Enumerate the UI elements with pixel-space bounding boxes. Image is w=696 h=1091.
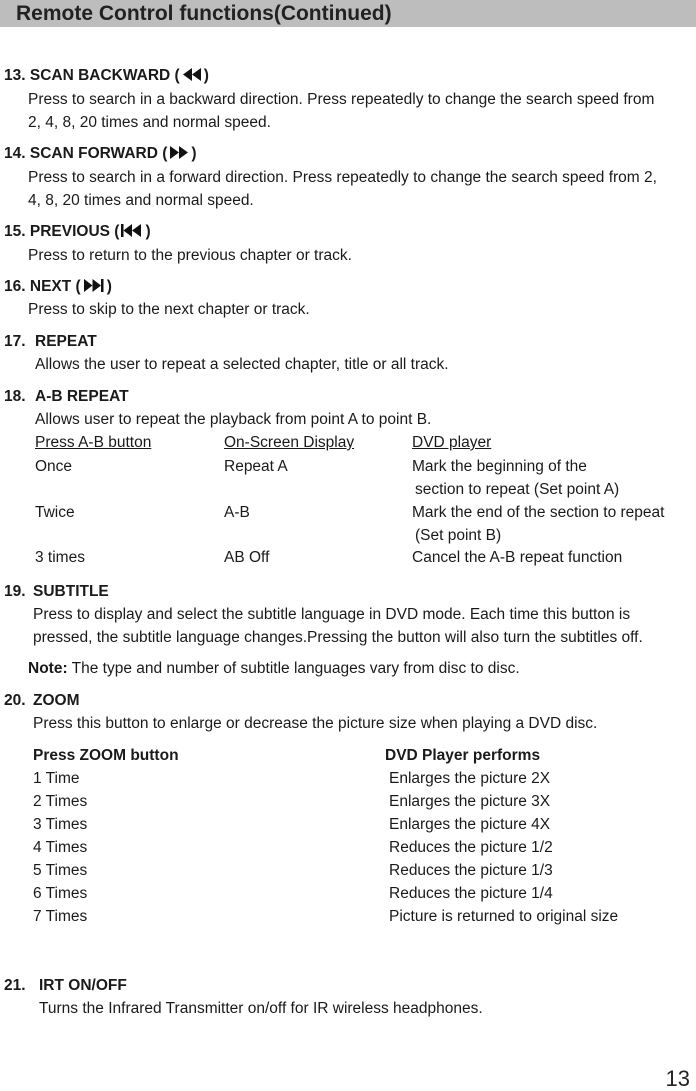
table-cell: section to repeat (Set point A) bbox=[415, 481, 620, 498]
table-cell: Mark the end of the section to repeat bbox=[412, 504, 665, 521]
table-cell: 5 Times bbox=[33, 862, 88, 879]
item-scan-backward-heading bbox=[4, 64, 209, 89]
previous-icon bbox=[120, 222, 144, 245]
paren-open: ( bbox=[162, 145, 168, 162]
table-cell: Enlarges the picture 3X bbox=[389, 793, 551, 810]
item-subtitle-desc-1: Press to display and select the subtitle language in DVD mode. Each time this button is bbox=[33, 606, 631, 623]
table-cell: 7 Times bbox=[33, 908, 88, 925]
item-scan-forward-desc-1: Press to search in a forward direction. Press repeatedly to change the search speed from 2, bbox=[28, 169, 657, 186]
table-cell: Cancel the A-B repeat function bbox=[412, 549, 623, 566]
item-title: PREVIOUS bbox=[29, 223, 110, 240]
ab-table-header-press: Press A-B button bbox=[35, 434, 152, 451]
table-cell: 3 Times bbox=[33, 816, 88, 833]
item-title: NEXT bbox=[29, 278, 72, 295]
table-cell: Reduces the picture 1/4 bbox=[389, 885, 553, 902]
paren-open: ( bbox=[75, 278, 81, 295]
note-label: Note: bbox=[28, 660, 68, 677]
item-number: 15. bbox=[4, 223, 26, 240]
item-number: 16. bbox=[4, 278, 26, 295]
zoom-table-header-performs: DVD Player performs bbox=[385, 747, 541, 764]
table-cell: 3 times bbox=[35, 549, 85, 566]
item-repeat-number: 17. bbox=[4, 333, 26, 350]
paren-close: ) bbox=[106, 278, 112, 295]
ab-table-header-display: On-Screen Display bbox=[224, 434, 355, 451]
item-ir-number: 21. bbox=[4, 977, 26, 994]
scan-backward-icon bbox=[181, 66, 203, 89]
item-subtitle-desc-2: pressed, the subtitle language changes.Pressing the button will also turn the subtitles off. bbox=[33, 629, 643, 646]
table-cell: AB Off bbox=[224, 549, 270, 566]
next-icon bbox=[82, 277, 106, 300]
item-scan-forward-desc-2: 4, 8, 20 times and normal speed. bbox=[28, 192, 254, 209]
paren-close: ) bbox=[191, 145, 197, 162]
ab-table-header-player: DVD player bbox=[412, 434, 492, 451]
item-zoom-title: ZOOM bbox=[33, 692, 80, 709]
table-cell: Picture is returned to original size bbox=[389, 908, 619, 925]
scan-forward-icon bbox=[168, 144, 190, 167]
table-cell: Repeat A bbox=[224, 458, 288, 475]
item-ab-repeat-desc-1: Allows user to repeat the playback from point A to point B. bbox=[35, 411, 432, 428]
page-number: 13 bbox=[665, 1066, 690, 1091]
item-title: SCAN BACKWARD bbox=[29, 67, 171, 84]
paren-close: ) bbox=[203, 67, 209, 84]
table-cell: 1 Time bbox=[33, 770, 80, 787]
table-cell: A-B bbox=[224, 504, 250, 521]
item-ir-desc-1: Turns the Infrared Transmitter on/off for IR wireless headphones. bbox=[39, 1000, 483, 1017]
item-scan-backward-desc-1: Press to search in a backward direction. Press repeatedly to change the search speed from bbox=[28, 91, 655, 108]
header-bar bbox=[0, 0, 696, 27]
item-repeat-title: REPEAT bbox=[35, 333, 97, 350]
item-next-heading bbox=[4, 275, 112, 300]
item-previous-heading bbox=[4, 220, 151, 245]
table-cell: Once bbox=[35, 458, 73, 475]
item-next-desc-1: Press to skip to the next chapter or track. bbox=[28, 301, 310, 318]
item-scan-backward-desc-2: 2, 4, 8, 20 times and normal speed. bbox=[28, 114, 271, 131]
table-cell: Enlarges the picture 4X bbox=[389, 816, 551, 833]
item-number: 14. bbox=[4, 145, 26, 162]
zoom-table-header-press: Press ZOOM button bbox=[33, 747, 179, 764]
item-ab-repeat-title: A-B REPEAT bbox=[35, 388, 129, 405]
table-cell: 2 Times bbox=[33, 793, 88, 810]
table-cell: Reduces the picture 1/2 bbox=[389, 839, 553, 856]
paren-open: ( bbox=[174, 67, 180, 84]
table-cell: 6 Times bbox=[33, 885, 88, 902]
table-cell: (Set point B) bbox=[415, 527, 502, 544]
item-ab-repeat-number: 18. bbox=[4, 388, 26, 405]
table-cell: Twice bbox=[35, 504, 75, 521]
table-cell: Mark the beginning of the bbox=[412, 458, 587, 475]
item-ir-title: IRT ON/OFF bbox=[39, 977, 127, 994]
item-zoom-number: 20. bbox=[4, 692, 26, 709]
page-title: Remote Control functions(Continued) bbox=[16, 2, 392, 25]
paren-open: ( bbox=[114, 223, 120, 240]
item-subtitle-title: SUBTITLE bbox=[33, 583, 109, 600]
subtitle-note bbox=[28, 657, 520, 680]
item-previous-desc-1: Press to return to the previous chapter or track. bbox=[28, 247, 352, 264]
table-cell: Reduces the picture 1/3 bbox=[389, 862, 553, 879]
item-title: SCAN FORWARD bbox=[29, 145, 158, 162]
item-repeat-desc-1: Allows the user to repeat a selected chapter, title or all track. bbox=[35, 356, 449, 373]
table-cell: Enlarges the picture 2X bbox=[389, 770, 551, 787]
item-zoom-desc-1: Press this button to enlarge or decrease the picture size when playing a DVD disc. bbox=[33, 715, 598, 732]
paren-close: ) bbox=[145, 223, 151, 240]
item-number: 13. bbox=[4, 67, 26, 84]
item-scan-forward-heading bbox=[4, 142, 197, 167]
item-subtitle-number: 19. bbox=[4, 583, 26, 600]
note-text: The type and number of subtitle languages vary from disc to disc. bbox=[71, 660, 520, 677]
table-cell: 4 Times bbox=[33, 839, 88, 856]
